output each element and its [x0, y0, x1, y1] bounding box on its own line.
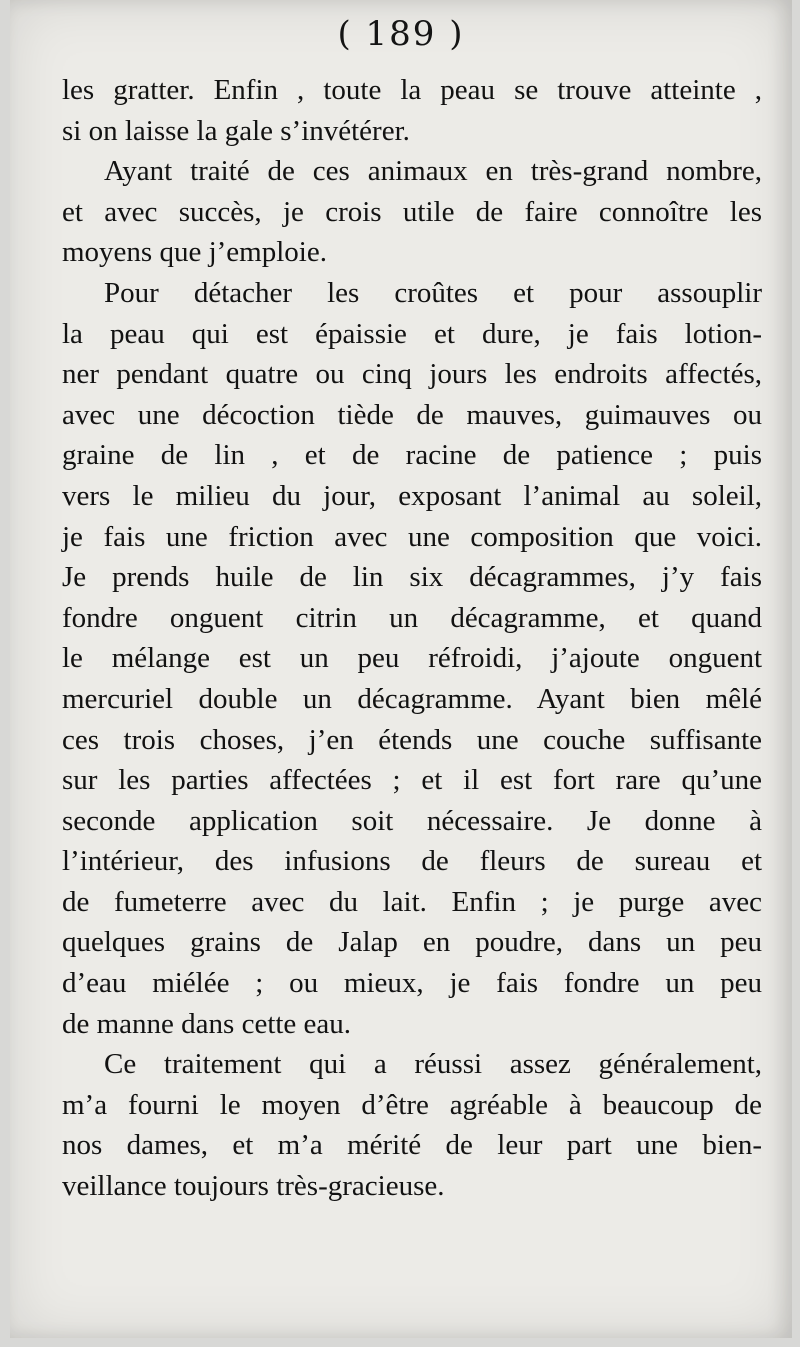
- paragraph: [62, 273, 762, 1044]
- text-line: Pour détacher les croûtes et pour assouplir: [104, 276, 762, 309]
- text-line: et avec succès, je crois utile de faire connoître les: [62, 195, 762, 228]
- text-line: mercuriel double un décagramme. Ayant bien mêlé: [62, 682, 762, 715]
- paragraph: [62, 151, 762, 273]
- text-line: Ce traitement qui a réussi assez généralement,: [104, 1048, 762, 1081]
- text-line: quelques grains de Jalap en poudre, dans un peu: [62, 926, 762, 959]
- text-line: le mélange est un peu réfroidi, j’ajoute onguent: [62, 642, 762, 675]
- text-line: sur les parties affectées ; et il est fort rare qu’une: [62, 764, 762, 797]
- text-line: seconde application soit nécessaire. Je donne à: [62, 804, 762, 837]
- text-line: ces trois choses, j’en étends une couche suffisante: [62, 723, 762, 756]
- text-line: ner pendant quatre ou cinq jours les endroits affectés,: [62, 358, 762, 391]
- text-line: de manne dans cette eau.: [62, 1007, 352, 1040]
- body-text: [62, 70, 762, 1207]
- text-line: Je prends huile de lin six décagrammes, j’y fais: [62, 561, 762, 594]
- text-line: de fumeterre avec du lait. Enfin ; je purge avec: [62, 885, 762, 918]
- text-line: les gratter. Enfin , toute la peau se trouve atteinte ,: [62, 74, 762, 106]
- text-line: la peau qui est épaissie et dure, je fais lotion-: [62, 317, 762, 350]
- text-line: Ayant traité de ces animaux en très-grand nombre,: [104, 155, 762, 188]
- text-line: l’intérieur, des infusions de fleurs de sureau et: [62, 845, 762, 878]
- text-line: si on laisse la gale s’invétérer.: [62, 114, 410, 147]
- text-line: m’a fourni le moyen d’être agréable à beaucoup de: [62, 1088, 762, 1121]
- paragraph: [62, 70, 762, 151]
- text-line: nos dames, et m’a mérité de leur part une bien-: [62, 1129, 762, 1162]
- text-line: moyens que j’emploie.: [62, 236, 327, 269]
- text-line: fondre onguent citrin un décagramme, et quand: [62, 601, 762, 634]
- text-line: je fais une friction avec une composition que voici.: [62, 520, 762, 553]
- text-line: vers le milieu du jour, exposant l’animal au soleil,: [62, 479, 762, 512]
- text-line: avec une décoction tiède de mauves, guimauves ou: [62, 398, 762, 431]
- text-line: graine de lin , et de racine de patience ; puis: [62, 439, 762, 472]
- paragraph: [62, 1044, 762, 1206]
- page-number: ( 189 ): [337, 14, 465, 54]
- book-page: [10, 0, 792, 1338]
- text-line: veillance toujours très-gracieuse.: [62, 1170, 445, 1203]
- text-line: d’eau miélée ; ou mieux, je fais fondre un peu: [62, 967, 762, 1000]
